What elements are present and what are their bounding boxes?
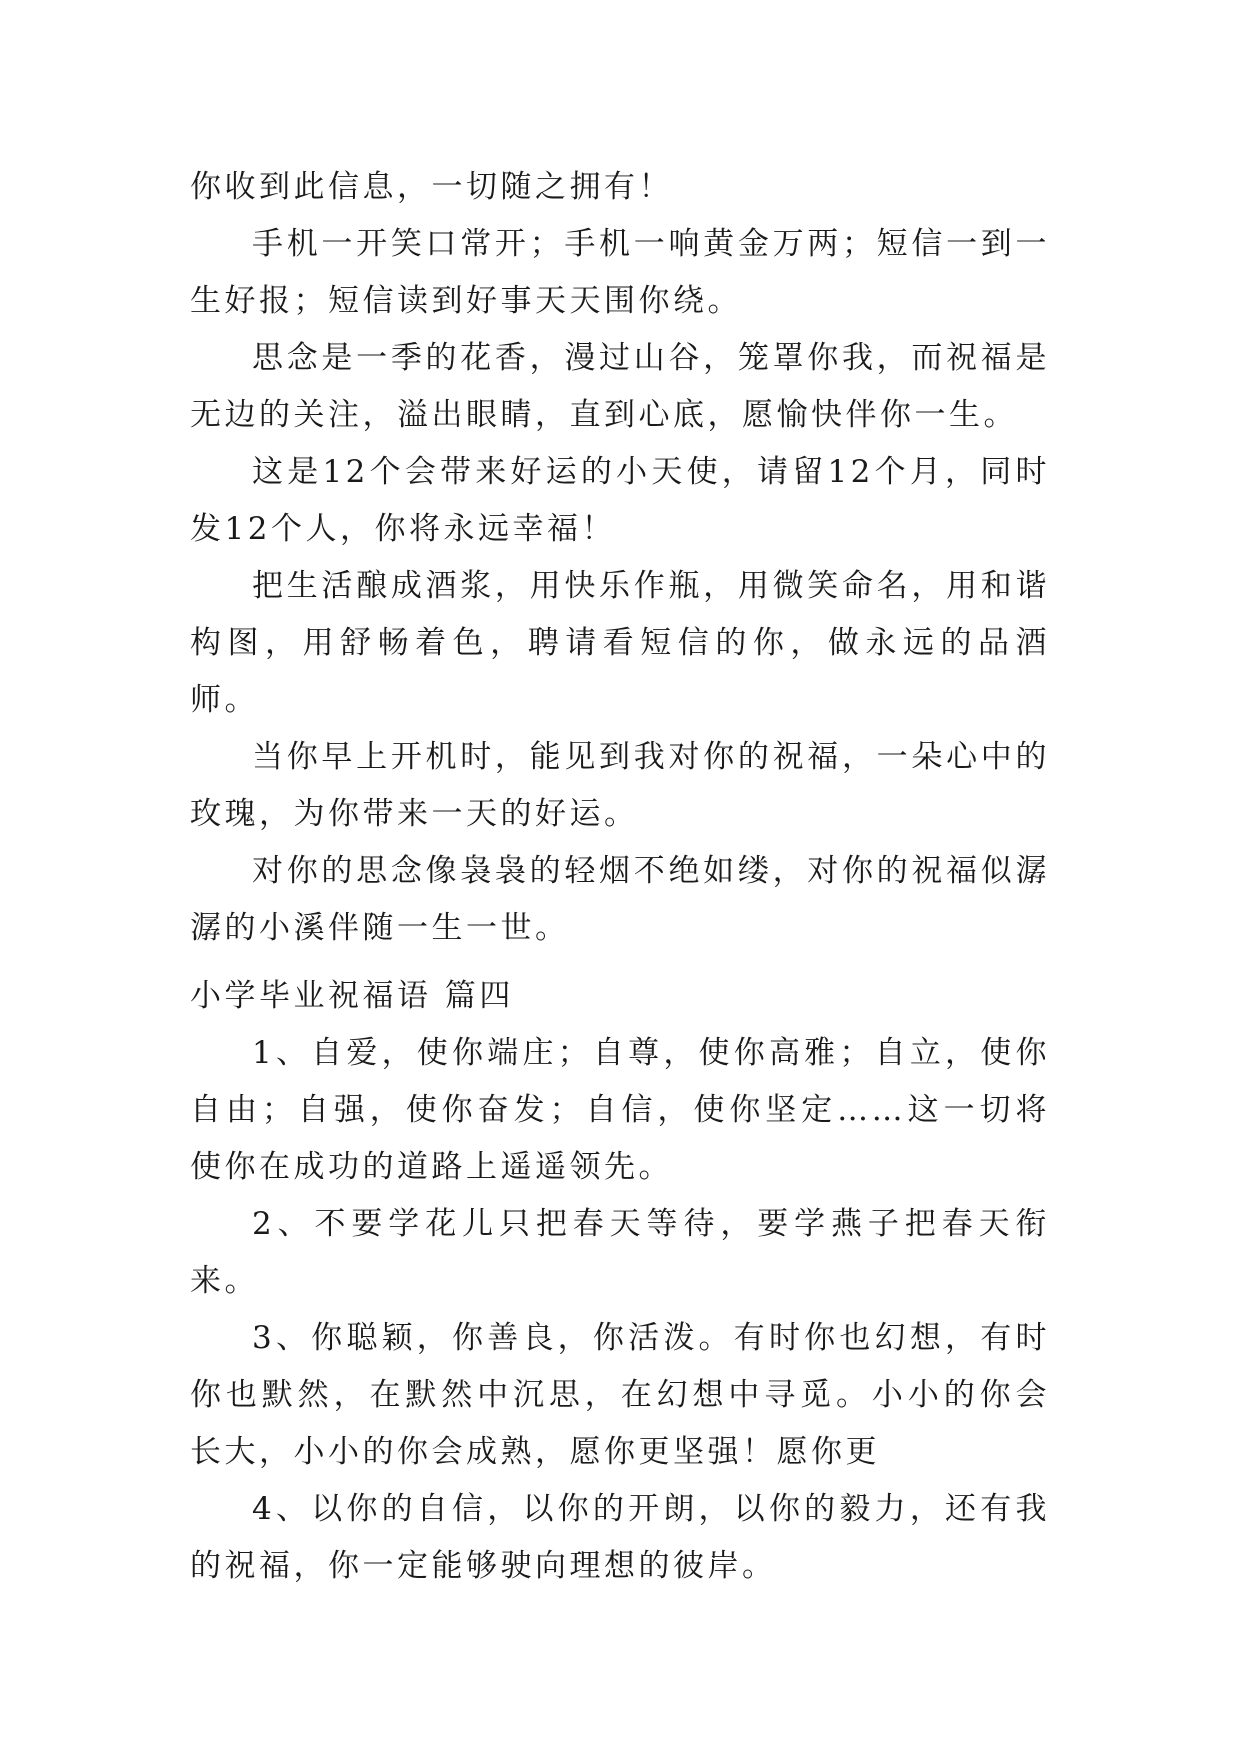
paragraph: 对你的思念像袅袅的轻烟不绝如缕，对你的祝福似潺潺的小溪伴随一生一世。	[190, 853, 1050, 946]
paragraph-continuation: 你收到此信息，一切随之拥有！	[190, 169, 673, 205]
document-section-2	[190, 968, 1050, 1595]
paragraph: 这是12个会带来好运的小天使，请留12个月，同时发12个人，你将永远幸福！	[190, 454, 1050, 547]
paragraph: 3、你聪颖，你善良，你活泼。有时你也幻想，有时你也默然，在默然中沉思，在幻想中寻觅。小小的你会长大，小小的你会成熟，愿你更坚强！愿你更	[190, 1320, 1050, 1470]
paragraph: 手机一开笑口常开；手机一响黄金万两；短信一到一生好报；短信读到好事天天围你绕。	[190, 226, 1050, 319]
document-section-1	[190, 159, 1050, 957]
paragraph: 2、不要学花儿只把春天等待，要学燕子把春天衔来。	[190, 1206, 1050, 1299]
paragraph: 把生活酿成酒浆，用快乐作瓶，用微笑命名，用和谐构图，用舒畅着色，聘请看短信的你，做永远的品酒师。	[190, 568, 1050, 718]
paragraph: 当你早上开机时，能见到我对你的祝福，一朵心中的玫瑰，为你带来一天的好运。	[190, 739, 1050, 832]
paragraph: 4、以你的自信，以你的开朗，以你的毅力，还有我的祝福，你一定能够驶向理想的彼岸。	[190, 1491, 1050, 1584]
paragraph: 思念是一季的花香，漫过山谷，笼罩你我，而祝福是无边的关注，溢出眼睛，直到心底，愿愉快伴你一生。	[190, 340, 1050, 433]
paragraph: 1、自爱，使你端庄；自尊，使你高雅；自立，使你自由；自强，使你奋发；自信，使你坚定……这一切将使你在成功的道路上遥遥领先。	[190, 1035, 1050, 1185]
section-heading: 小学毕业祝福语 篇四	[190, 978, 514, 1014]
